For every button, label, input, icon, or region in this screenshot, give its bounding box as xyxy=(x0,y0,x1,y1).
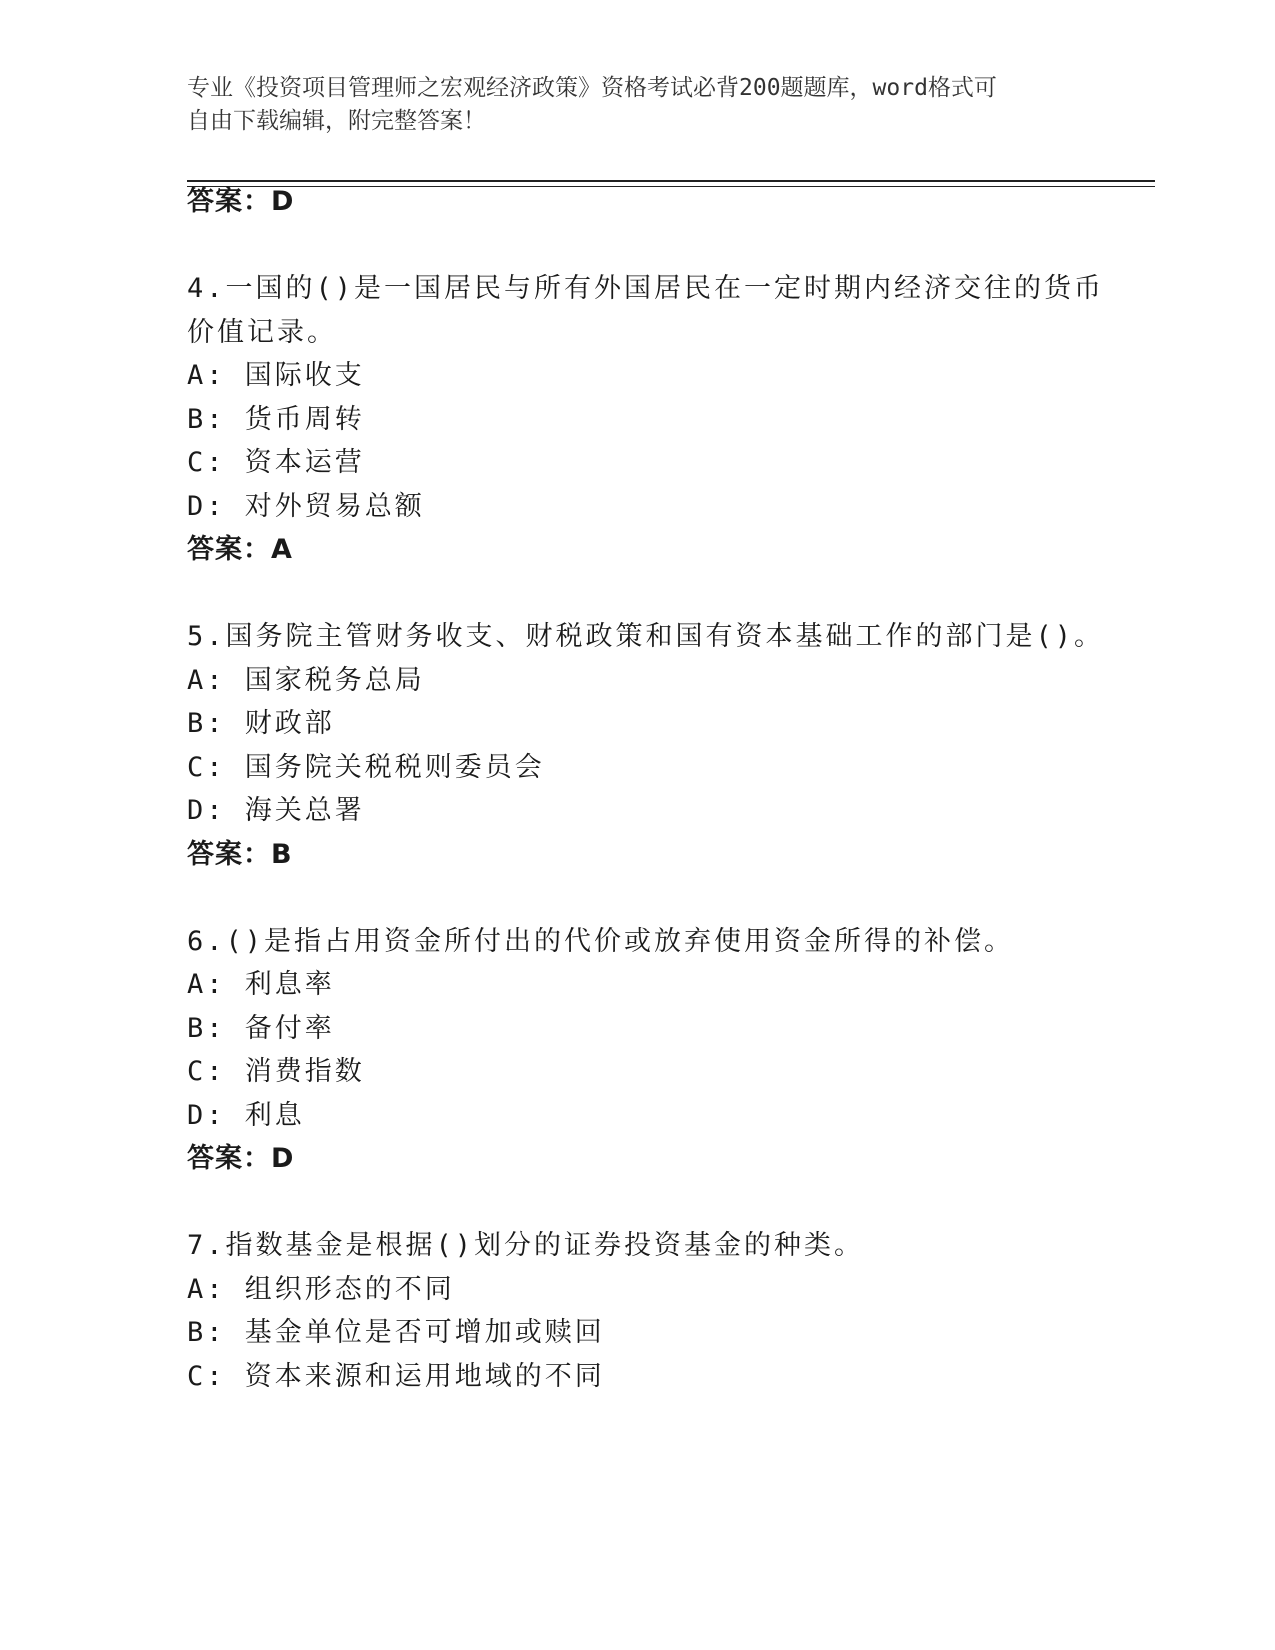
header-line-1: 专业《投资项目管理师之宏观经济政策》资格考试必背200题题库，word格式可 xyxy=(187,75,997,101)
question-6-option-b: B: 备付率 xyxy=(187,1013,335,1044)
question-5-option-a: A: 国家税务总局 xyxy=(187,665,425,696)
question-5-option-b: B: 财政部 xyxy=(187,708,335,739)
question-5-answer: 答案：B xyxy=(187,839,293,870)
question-4-answer: 答案：A xyxy=(187,534,293,565)
question-4-option-c: C: 资本运营 xyxy=(187,447,365,478)
header-divider-thin xyxy=(187,186,1155,187)
header-divider-thick xyxy=(187,180,1155,182)
question-6-stem: 6.()是指占用资金所付出的代价或放弃使用资金所得的补偿。 xyxy=(187,926,1015,957)
page-header xyxy=(187,72,1067,138)
header-line-2: 自由下载编辑，附完整答案！ xyxy=(187,108,486,134)
question-7-stem: 7.指数基金是根据()划分的证券投资基金的种类。 xyxy=(187,1230,865,1261)
question-7-option-c: C: 资本来源和运用地域的不同 xyxy=(187,1361,605,1392)
question-5-stem: 5.国务院主管财务收支、财税政策和国有资本基础工作的部门是()。 xyxy=(187,621,1105,652)
question-4-option-b: B: 货币周转 xyxy=(187,404,365,435)
question-4-option-a: A: 国际收支 xyxy=(187,360,365,391)
question-6-option-a: A: 利息率 xyxy=(187,969,335,1000)
question-5-option-d: D: 海关总署 xyxy=(187,795,365,826)
question-6-option-c: C: 消费指数 xyxy=(187,1056,365,1087)
question-4-option-d: D: 对外贸易总额 xyxy=(187,491,425,522)
answer-previous: 答案：D xyxy=(187,186,295,217)
question-6-option-d: D: 利息 xyxy=(187,1100,305,1131)
question-7-option-b: B: 基金单位是否可增加或赎回 xyxy=(187,1317,605,1348)
question-4-stem-line-1: 4.一国的()是一国居民与所有外国居民在一定时期内经济交往的货币 xyxy=(187,273,1105,304)
question-6-answer: 答案：D xyxy=(187,1143,295,1174)
question-7-option-a: A: 组织形态的不同 xyxy=(187,1274,455,1305)
question-4-stem-line-2: 价值记录。 xyxy=(187,317,337,348)
question-5-option-c: C: 国务院关税税则委员会 xyxy=(187,752,545,783)
